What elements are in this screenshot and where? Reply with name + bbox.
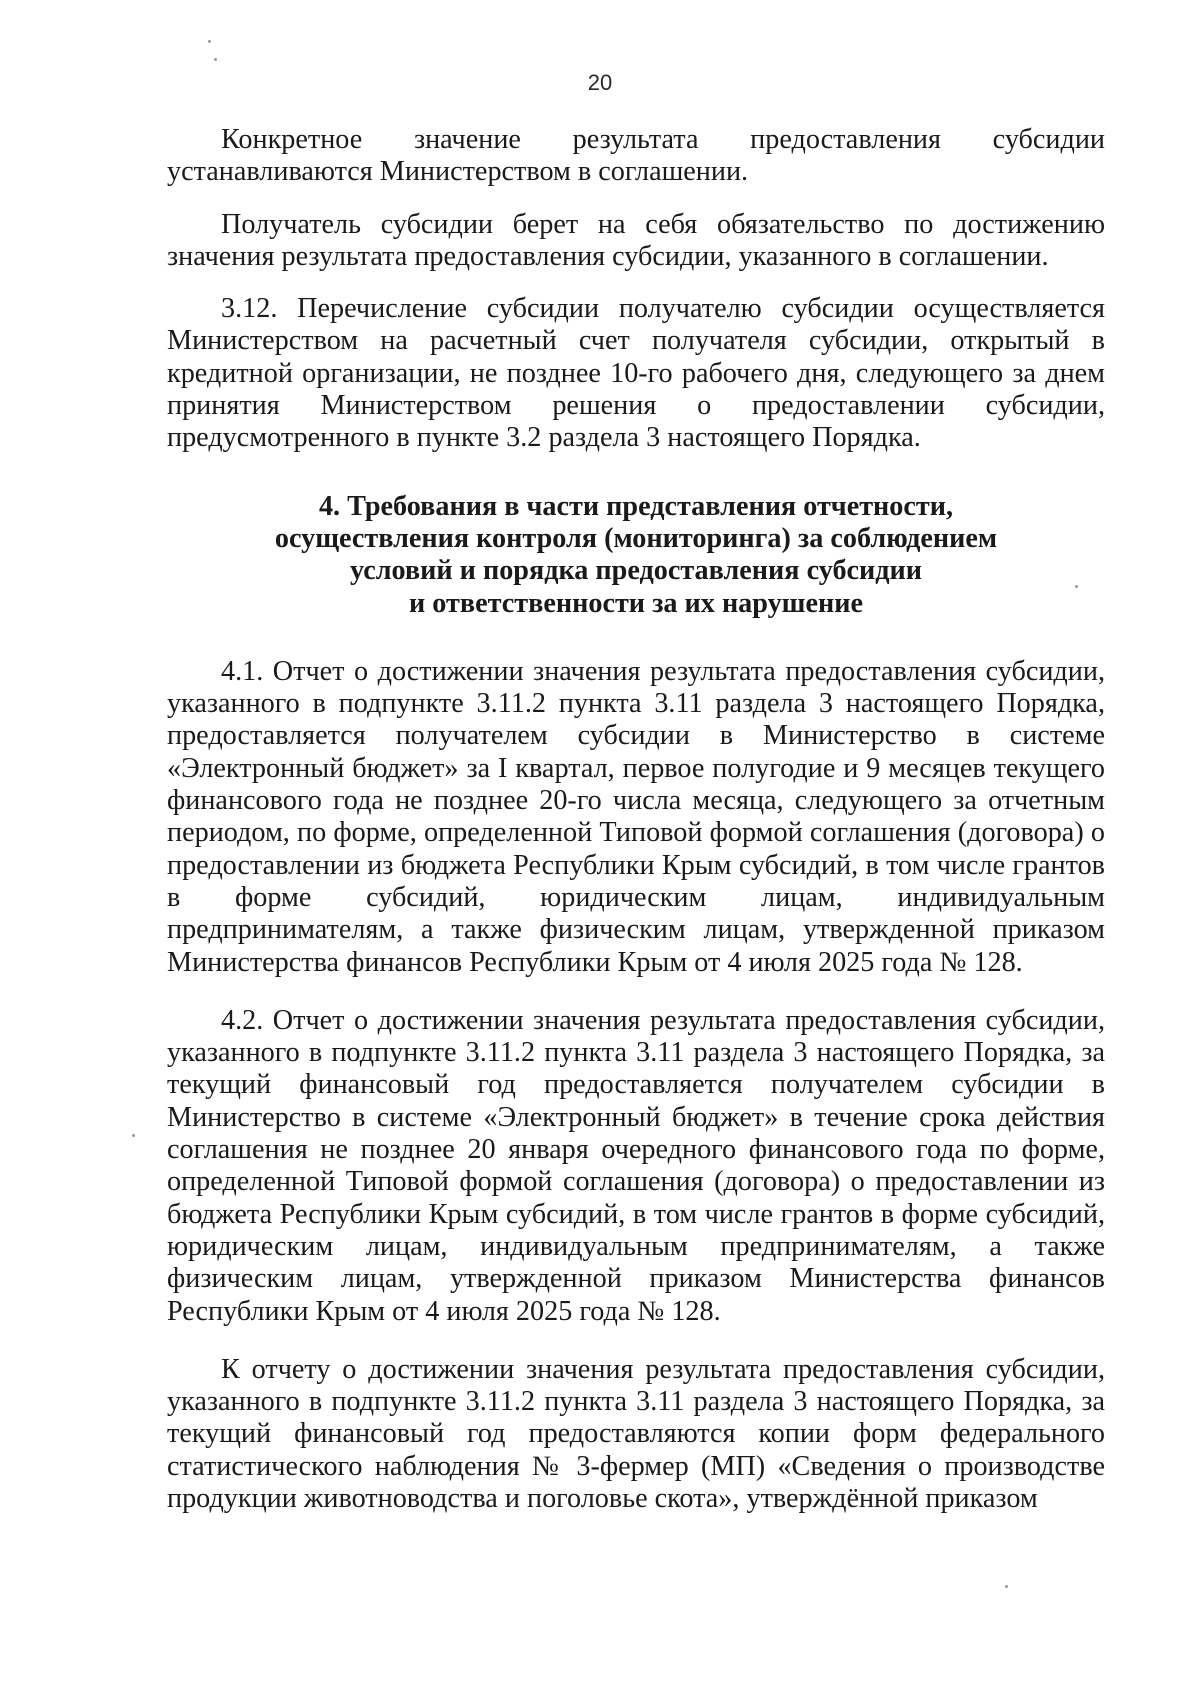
paragraph-gap (167, 1328, 1105, 1354)
paragraph-3-12: 3.12. Перечисление субсидии получателю субсидии осуществляется Министерством на расчетный счет получателя субсидии, открытый в кредитной организации, не позднее 10-го рабочего дня, следующего за днем принятия Министерством решения о предоставлении субсидии, предусмотренного в пункте 3.2 раздела 3 настоящего Порядка. (167, 293, 1105, 454)
paragraph-4-1: 4.1. Отчет о достижении значения результата предоставления субсидии, указанного в подпункте 3.11.2 пункта 3.11 раздела 3 настоящего Порядка, предоставляется получателем субсидии в Министерство в системе «Электронный бюджет» за I квартал, первое полугодие и 9 месяцев текущего финансового года не позднее 20-го числа месяца, следующего за отчетным периодом, по форме, определенной Типовой формой соглашения (договора) о предоставлении из бюджета Республики Крым субсидий, в том числе грантов в форме субсидий, юридическим лицам, индивидуальным предпринимателям, а также физическим лицам, утвержденной приказом Министерства финансов Республики Крым от 4 июля 2025 года № 128. (167, 655, 1105, 978)
document-body (167, 124, 1105, 1515)
section-heading-line: осуществления контроля (мониторинга) за соблюдением (274, 522, 998, 554)
scan-artifact-dot (214, 58, 217, 61)
paragraph-report-attachments: К отчету о достижении значения результата предоставления субсидии, указанного в подпункте 3.11.2 пункта 3.11 раздела 3 настоящего Порядка, за текущий финансовый год предоставляются копии форм федерального статистического наблюдения № 3-фермер (МП) «Сведения о производстве продукции животноводства и поголовье скота», утверждённой приказом (167, 1353, 1105, 1514)
paragraph-recipient-obligation: Получатель субсидии берет на себя обязательство по достижению значения результата предоставления субсидии, указанного в соглашении. (167, 208, 1105, 272)
section-heading-line: условий и порядка предоставления субсидии (349, 555, 923, 587)
paragraph-gap (167, 455, 1105, 491)
paragraph-gap (167, 620, 1105, 656)
section-4-heading (167, 491, 1105, 620)
paragraph-gap (167, 273, 1105, 293)
paragraph-result-value: Конкретное значение результата предоставления субсидии устанавливаются Министерством в соглашении. (167, 124, 1105, 188)
scan-artifact-dot (1075, 585, 1078, 588)
scan-artifact-dot (208, 40, 211, 43)
paragraph-4-2: 4.2. Отчет о достижении значения результата предоставления субсидии, указанного в подпункте 3.11.2 пункта 3.11 раздела 3 настоящего Порядка, за текущий финансовый год предоставляется получателем субсидии в Министерство в системе «Электронный бюджет» в течение срока действия соглашения не позднее 20 января очередного финансового года по форме, определенной Типовой формой соглашения (договора) о предоставлении из бюджета Республики Крым субсидий, в том числе грантов в форме субсидий, юридическим лицам, индивидуальным предпринимателям, а также физическим лицам, утвержденной приказом Министерства финансов Республики Крым от 4 июля 2025 года № 128. (167, 1004, 1105, 1327)
section-heading-line: и ответственности за их нарушение (409, 587, 863, 619)
paragraph-gap (167, 189, 1105, 209)
paragraph-gap (167, 979, 1105, 1005)
scan-artifact-dot (132, 1134, 135, 1137)
scan-artifact-dot (1005, 1585, 1008, 1588)
section-heading-line: 4. Требования в части представления отчетности, (318, 490, 954, 522)
page-number: 20 (587, 70, 613, 95)
